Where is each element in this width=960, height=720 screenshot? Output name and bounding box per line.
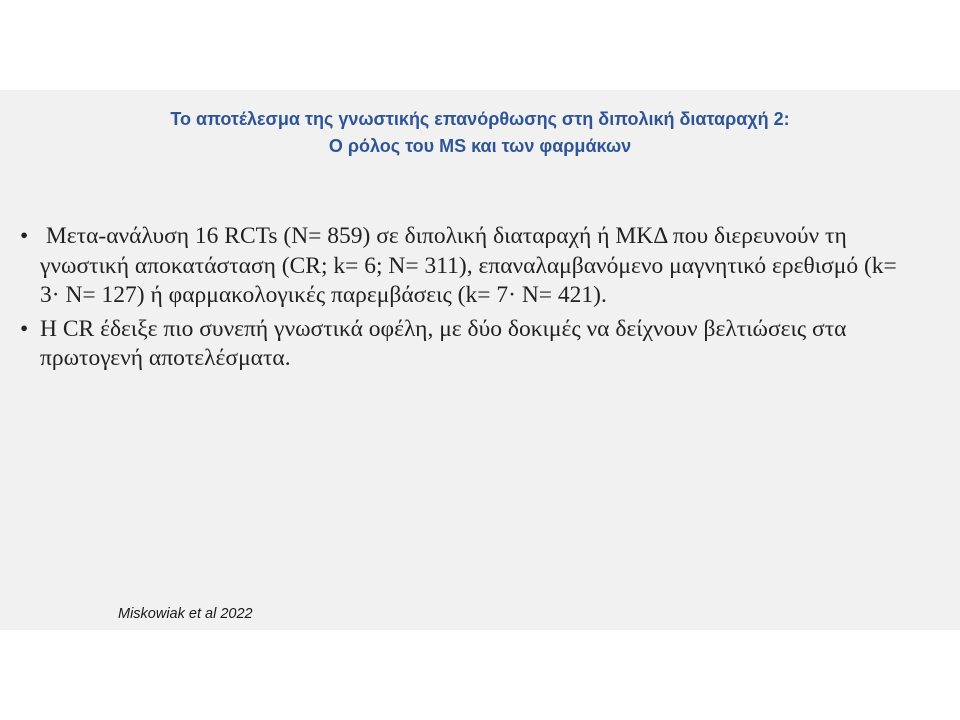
- bullet-dot-icon: •: [20, 315, 29, 342]
- bullet-text: Μετα-ανάλυση 16 RCTs (N= 859) σε διπολική διαταραχή ή ΜΚΔ που διερευνούν τη γνωστική αποκατάσταση (CR; k= 6; N= 311), επαναλαμβανόμενο μαγνητικό ερεθισμό (k= 3· N= 127) ή φαρμακολογικές παρεμβάσεις (k= 7· N= 421).: [40, 223, 903, 308]
- bullet-list: [20, 222, 903, 378]
- slide-title-line-1: Το αποτέλεσμα της γνωστικής επανόρθωσης στη διπολική διαταραχή 2:: [170, 109, 790, 129]
- bullet-item: [20, 315, 900, 374]
- bullet-item: [20, 222, 903, 311]
- bullet-text: Η CR έδειξε πιο συνεπή γνωστικά οφέλη, με δύο δοκιμές να δείχνουν βελτιώσεις στα πρωτογενή αποτελέσματα.: [40, 315, 847, 371]
- bullet-dot-icon: •: [20, 223, 29, 249]
- slide-title: [0, 106, 960, 160]
- slide-title-line-2: Ο ρόλος του MS και των φαρμάκων: [328, 136, 632, 156]
- citation: Miskowiak et al 2022: [118, 606, 253, 622]
